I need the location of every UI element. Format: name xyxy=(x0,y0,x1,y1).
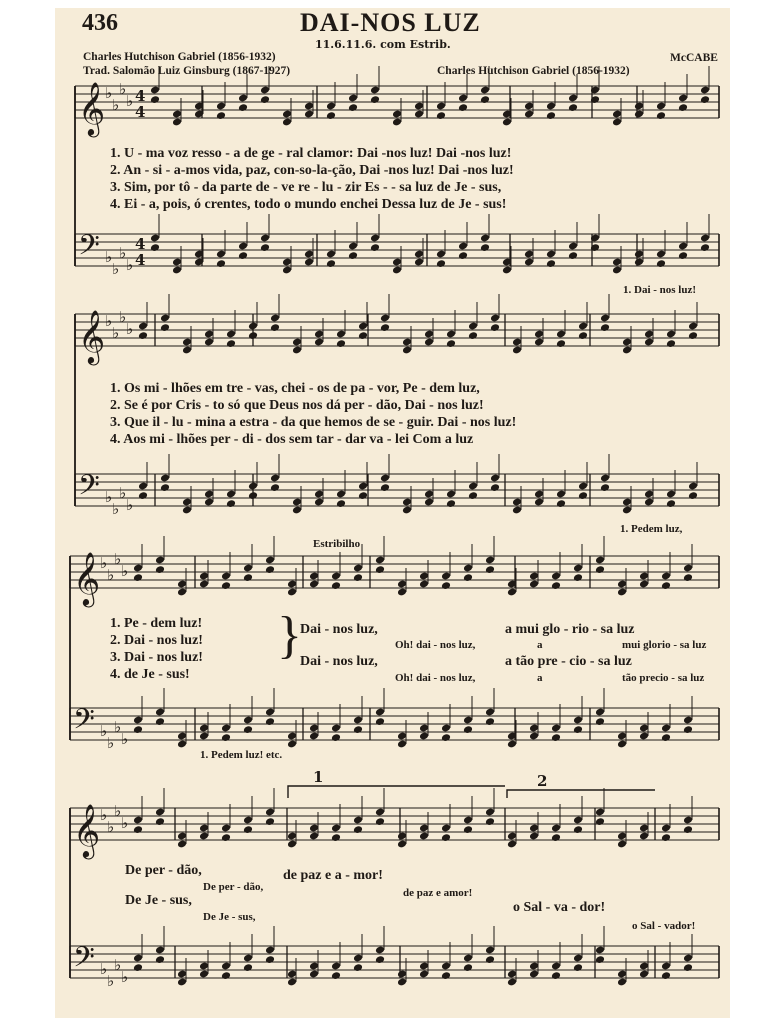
coda-line1: De per - dão, xyxy=(125,863,202,878)
note-head xyxy=(485,817,495,826)
coda-echo2: De Je - sus, xyxy=(203,911,256,923)
tune-name: McCABE xyxy=(670,52,718,64)
note-head xyxy=(375,565,385,574)
hymn-meter: 11.6.11.6. com Estrib. xyxy=(315,38,451,51)
note-head xyxy=(458,103,468,112)
verse-ending-1: 1. Pe - dem luz! xyxy=(110,616,203,631)
note-head xyxy=(238,251,248,260)
note-head xyxy=(656,111,666,120)
note-head xyxy=(446,339,456,348)
note-head xyxy=(546,259,556,268)
flat-sign: ♭ xyxy=(100,554,108,572)
note-head xyxy=(436,259,446,268)
flat-sign: ♭ xyxy=(105,312,113,330)
coda-echo1-b: de paz e amor! xyxy=(403,887,473,899)
coda-line2-b: o Sal - va - dor! xyxy=(513,900,606,915)
flat-sign: ♭ xyxy=(105,488,113,506)
flat-sign: ♭ xyxy=(107,566,115,584)
bass-clef: 𝄢 xyxy=(78,229,100,269)
flat-sign: ♭ xyxy=(114,802,122,820)
note-head xyxy=(688,491,698,500)
note-head xyxy=(375,717,385,726)
note-head xyxy=(700,95,710,104)
lyricist-credit: Charles Hutchison Gabriel (1856-1932) xyxy=(83,51,276,63)
note-head xyxy=(578,491,588,500)
coda-line1-b: de paz e a - mor! xyxy=(283,868,383,883)
note-head xyxy=(248,331,258,340)
refrain-echo1-a: a xyxy=(537,639,543,651)
flat-sign: ♭ xyxy=(126,92,134,110)
system1-verse1: 1. U - ma voz resso - a de ge - ral clamor: Dai -nos luz! Dai -nos luz! xyxy=(110,146,512,161)
note-head xyxy=(661,733,671,742)
flat-sign: ♭ xyxy=(121,814,129,832)
note-head xyxy=(546,111,556,120)
note-head xyxy=(661,971,671,980)
note-head xyxy=(326,259,336,268)
note-head xyxy=(133,963,143,972)
note-head xyxy=(221,581,231,590)
flat-sign: ♭ xyxy=(121,730,129,748)
verse-ending-2: 2. Dai - nos luz! xyxy=(110,633,203,648)
flat-sign: ♭ xyxy=(107,734,115,752)
note-head xyxy=(600,323,610,332)
note-head xyxy=(556,499,566,508)
note-head xyxy=(348,103,358,112)
note-head xyxy=(155,955,165,964)
note-head xyxy=(551,581,561,590)
note-head xyxy=(348,251,358,260)
second-ending-number: 2 xyxy=(537,772,548,790)
note-head xyxy=(595,565,605,574)
flat-sign: ♭ xyxy=(121,968,129,986)
note-head xyxy=(270,483,280,492)
note-head xyxy=(573,825,583,834)
note-head xyxy=(661,833,671,842)
note-head xyxy=(331,733,341,742)
translator-credit: Trad. Salomão Luiz Ginsburg (1867-1927) xyxy=(83,65,291,77)
treble-clef: 𝄞 xyxy=(73,551,101,605)
note-head xyxy=(216,111,226,120)
note-head xyxy=(568,251,578,260)
note-head xyxy=(155,717,165,726)
note-head xyxy=(216,259,226,268)
note-head xyxy=(243,825,253,834)
note-head xyxy=(463,725,473,734)
note-head xyxy=(221,833,231,842)
note-head xyxy=(260,95,270,104)
verse-brace: } xyxy=(277,607,302,664)
note-head xyxy=(446,499,456,508)
verse-ending-4: 4. de Je - sus! xyxy=(110,667,190,682)
note-head xyxy=(600,483,610,492)
note-head xyxy=(243,963,253,972)
note-head xyxy=(353,963,363,972)
note-head xyxy=(683,573,693,582)
refrain-label: Estribilho xyxy=(313,538,361,550)
system2-verse3: 3. Que il - lu - mina a estra - da que hemos de se - guir. Dai - nos luz! xyxy=(110,415,517,430)
note-head xyxy=(160,323,170,332)
note-head xyxy=(155,817,165,826)
note-head xyxy=(485,565,495,574)
refrain-echo1: Oh! dai - nos luz, xyxy=(395,639,476,651)
note-head xyxy=(265,717,275,726)
note-head xyxy=(336,339,346,348)
hymn-page xyxy=(55,8,730,1018)
system2-verse2: 2. Se é por Cris - to só que Deus nos dá per - dão, Dai - nos luz! xyxy=(110,398,484,413)
note-head xyxy=(678,103,688,112)
note-head xyxy=(375,955,385,964)
flat-sign: ♭ xyxy=(114,956,122,974)
flat-sign: ♭ xyxy=(126,256,134,274)
flat-sign: ♭ xyxy=(105,84,113,102)
system1-verse2: 2. An - si - a-mos vida, paz, con-so-la-ção, Dai -nos luz! Dai -nos luz! xyxy=(110,163,514,178)
note-head xyxy=(700,243,710,252)
note-head xyxy=(678,251,688,260)
note-head xyxy=(595,955,605,964)
verse-ending-3: 3. Dai - nos luz! xyxy=(110,650,203,665)
note-head xyxy=(485,717,495,726)
bass-clef: 𝄢 xyxy=(78,469,100,509)
refrain-line1: Dai - nos luz, xyxy=(300,622,378,637)
note-head xyxy=(243,725,253,734)
note-head xyxy=(573,573,583,582)
note-head xyxy=(480,243,490,252)
time-sig-bottom: 4 xyxy=(135,251,146,269)
note-head xyxy=(595,717,605,726)
coda-echo1: De per - dão, xyxy=(203,881,264,893)
note-head xyxy=(441,833,451,842)
coda-echo2-b: o Sal - vador! xyxy=(632,920,696,932)
note-head xyxy=(485,955,495,964)
note-head xyxy=(221,733,231,742)
note-head xyxy=(336,499,346,508)
note-head xyxy=(573,963,583,972)
note-head xyxy=(353,725,363,734)
flat-sign: ♭ xyxy=(114,550,122,568)
note-head xyxy=(463,573,473,582)
first-ending-number: 1 xyxy=(313,768,324,786)
note-head xyxy=(331,971,341,980)
flat-sign: ♭ xyxy=(119,308,127,326)
flat-sign: ♭ xyxy=(105,248,113,266)
composer-credit: Charles Hutchison Gabriel (1856-1932) xyxy=(437,65,630,77)
note-head xyxy=(265,565,275,574)
flat-sign: ♭ xyxy=(100,722,108,740)
note-head xyxy=(133,825,143,834)
note-head xyxy=(463,825,473,834)
note-head xyxy=(150,243,160,252)
refrain-line1-end: a mui glo - rio - sa luz xyxy=(505,622,635,637)
flat-sign: ♭ xyxy=(126,320,134,338)
note-head xyxy=(243,573,253,582)
note-head xyxy=(666,499,676,508)
flat-sign: ♭ xyxy=(100,806,108,824)
note-head xyxy=(568,103,578,112)
note-head xyxy=(138,491,148,500)
flat-sign: ♭ xyxy=(112,260,120,278)
flat-sign: ♭ xyxy=(119,484,127,502)
refrain-echo2-end: tão precio - sa luz xyxy=(622,672,705,684)
system1-verse3: 3. Sim, por tô - da parte de - ve re - lu - zir Es - - sa luz de Je - sus, xyxy=(110,180,502,195)
refrain-line2: Dai - nos luz, xyxy=(300,654,378,669)
treble-clef: 𝄞 xyxy=(73,803,101,857)
flat-sign: ♭ xyxy=(107,972,115,990)
note-head xyxy=(578,331,588,340)
flat-sign: ♭ xyxy=(114,718,122,736)
note-head xyxy=(380,483,390,492)
note-head xyxy=(133,573,143,582)
system3-bass-cue: 1. Pedem luz! etc. xyxy=(200,749,283,761)
note-head xyxy=(556,339,566,348)
note-head xyxy=(138,331,148,340)
time-sig-top: 4 xyxy=(135,87,146,105)
note-head xyxy=(441,733,451,742)
flat-sign: ♭ xyxy=(112,324,120,342)
note-head xyxy=(441,971,451,980)
note-head xyxy=(150,95,160,104)
flat-sign: ♭ xyxy=(119,244,127,262)
note-head xyxy=(260,243,270,252)
time-sig-bottom: 4 xyxy=(135,103,146,121)
note-head xyxy=(226,499,236,508)
system2-verse4: 4. Aos mi - lhões per - di - dos sem tar - dar va - lei Com a luz xyxy=(110,432,474,447)
refrain-echo2-a: a xyxy=(537,672,543,684)
note-head xyxy=(370,95,380,104)
note-head xyxy=(226,339,236,348)
note-head xyxy=(375,817,385,826)
refrain-line2-end: a tão pre - cio - sa luz xyxy=(505,654,632,669)
flat-sign: ♭ xyxy=(100,960,108,978)
note-head xyxy=(358,491,368,500)
note-head xyxy=(683,963,693,972)
note-head xyxy=(370,243,380,252)
flat-sign: ♭ xyxy=(107,818,115,836)
system1-verse4: 4. Ei - a, pois, ó crentes, todo o mundo enchei Dessa luz de Je - sus! xyxy=(110,197,507,212)
note-head xyxy=(265,817,275,826)
note-head xyxy=(331,833,341,842)
note-head xyxy=(573,725,583,734)
note-head xyxy=(551,833,561,842)
note-head xyxy=(160,483,170,492)
note-head xyxy=(468,491,478,500)
note-head xyxy=(551,733,561,742)
note-head xyxy=(683,725,693,734)
note-head xyxy=(463,963,473,972)
system1-bass-cue: 1. Dai - nos luz! xyxy=(623,284,697,296)
second-ending-bracket xyxy=(507,790,655,798)
note-head xyxy=(661,581,671,590)
note-head xyxy=(688,331,698,340)
coda-line2: De Je - sus, xyxy=(125,893,192,908)
note-head xyxy=(436,111,446,120)
note-head xyxy=(468,331,478,340)
flat-sign: ♭ xyxy=(126,496,134,514)
note-head xyxy=(133,725,143,734)
note-head xyxy=(458,251,468,260)
treble-clef: 𝄞 xyxy=(78,81,106,135)
note-head xyxy=(666,339,676,348)
note-head xyxy=(265,955,275,964)
note-head xyxy=(270,323,280,332)
treble-clef: 𝄞 xyxy=(78,309,106,363)
note-head xyxy=(248,491,258,500)
flat-sign: ♭ xyxy=(121,562,129,580)
note-head xyxy=(221,971,231,980)
system2-verse1: 1. Os mi - lhões em tre - vas, chei - os de pa - vor, Pe - dem luz, xyxy=(110,381,480,396)
flat-sign: ♭ xyxy=(119,80,127,98)
note-head xyxy=(490,483,500,492)
note-head xyxy=(353,573,363,582)
system2-bass-cue: 1. Pedem luz, xyxy=(620,523,683,535)
note-head xyxy=(551,971,561,980)
note-head xyxy=(441,581,451,590)
note-head xyxy=(326,111,336,120)
note-head xyxy=(683,825,693,834)
flat-sign: ♭ xyxy=(112,96,120,114)
note-head xyxy=(353,825,363,834)
time-sig-top: 4 xyxy=(135,235,146,253)
note-head xyxy=(656,259,666,268)
refrain-echo1-end: mui glorio - sa luz xyxy=(622,639,707,651)
bass-clef: 𝄢 xyxy=(73,941,95,981)
note-head xyxy=(331,581,341,590)
note-head xyxy=(480,95,490,104)
refrain-echo2: Oh! dai - nos luz, xyxy=(395,672,476,684)
hymn-title: DAI-NOS LUZ xyxy=(300,8,481,37)
note-head xyxy=(380,323,390,332)
flat-sign: ♭ xyxy=(112,500,120,518)
note-head xyxy=(595,817,605,826)
hymn-number: 436 xyxy=(82,10,118,36)
note-head xyxy=(155,565,165,574)
note-head xyxy=(238,103,248,112)
note-head xyxy=(490,323,500,332)
bass-clef: 𝄢 xyxy=(73,703,95,743)
note-head xyxy=(358,331,368,340)
